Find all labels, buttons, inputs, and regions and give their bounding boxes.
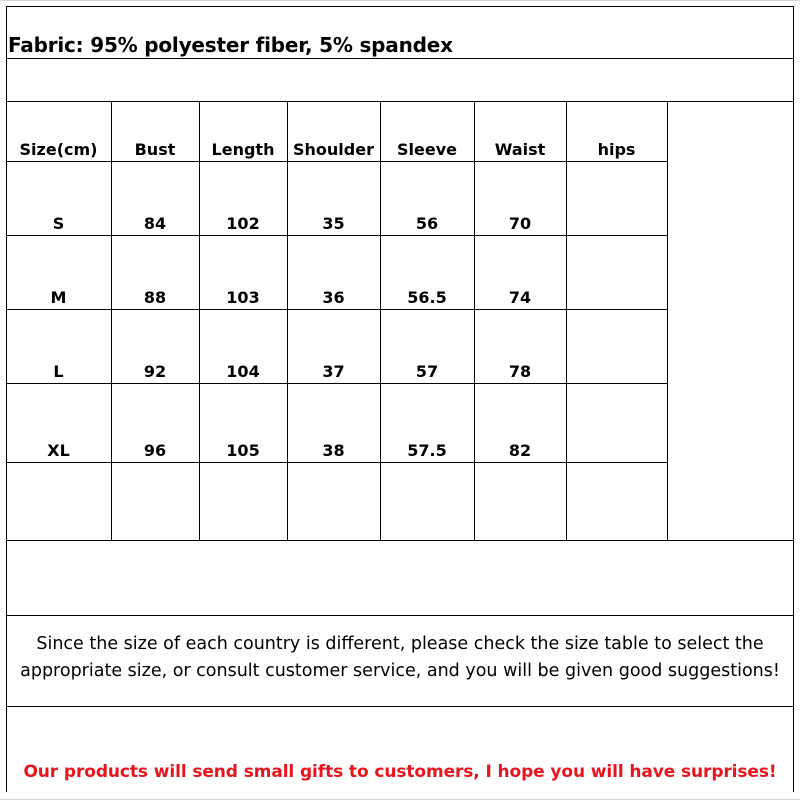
table-cell-size: M <box>50 288 67 307</box>
table-cell-hips <box>566 383 667 463</box>
table-cell-shoulder: 38 <box>322 441 345 460</box>
sizing-note <box>6 631 794 685</box>
table-cell-sleeve: 56.5 <box>407 288 447 307</box>
table-cell-size: S <box>52 214 65 233</box>
table-cell-waist: 74 <box>508 288 532 307</box>
table-cell-bust: 84 <box>143 214 167 233</box>
table-cell-waist: 78 <box>508 362 532 381</box>
table-cell-length: 105 <box>226 441 260 460</box>
table-cell-size: L <box>53 362 64 381</box>
table-cell-bust: 96 <box>143 441 167 460</box>
fabric-composition: Fabric: 95% polyester fiber, 5% spandex <box>8 33 453 57</box>
table-cell-bust: 92 <box>143 362 167 381</box>
table-cell-sleeve: 56 <box>415 214 439 233</box>
row-divider <box>6 58 794 59</box>
table-cell-shoulder: 35 <box>322 214 345 233</box>
header-length: Length <box>211 140 275 159</box>
table-cell-hips <box>566 161 667 236</box>
sizing-note-line-1: Since the size of each country is different, please check the size table to select the <box>36 634 764 654</box>
header-sleeve: Sleeve <box>397 140 457 159</box>
table-cell-sleeve: 57 <box>415 362 439 381</box>
table-cell-waist: 82 <box>508 441 532 460</box>
row-divider <box>6 540 794 541</box>
table-cell-length: 102 <box>226 214 260 233</box>
header-waist: Waist <box>494 140 546 159</box>
row-divider <box>6 706 794 707</box>
header-bust: Bust <box>134 140 176 159</box>
table-border-top <box>6 6 794 7</box>
table-cell-shoulder: 36 <box>322 288 345 307</box>
sheet-gridline <box>0 0 800 1</box>
table-cell-length: 103 <box>226 288 260 307</box>
header-hips: hips <box>597 140 636 159</box>
header-shoulder: Shoulder <box>293 140 374 159</box>
header-size: Size(cm) <box>19 140 98 159</box>
table-cell-length: 104 <box>226 362 260 381</box>
table-cell-shoulder: 37 <box>322 362 345 381</box>
table-cell-size: XL <box>47 441 70 460</box>
table-cell-hips <box>566 309 667 384</box>
table-cell-bust: 88 <box>143 288 167 307</box>
table-cell-waist: 70 <box>508 214 532 233</box>
grid-col-line <box>667 101 668 541</box>
row-divider <box>6 615 794 616</box>
gift-notice: Our products will send small gifts to customers, I hope you will have surprises! <box>23 762 777 782</box>
table-cell-hips <box>566 235 667 310</box>
sizing-note-line-2: appropriate size, or consult customer service, and you will be given good suggestions! <box>20 661 780 681</box>
table-cell-sleeve: 57.5 <box>407 441 447 460</box>
